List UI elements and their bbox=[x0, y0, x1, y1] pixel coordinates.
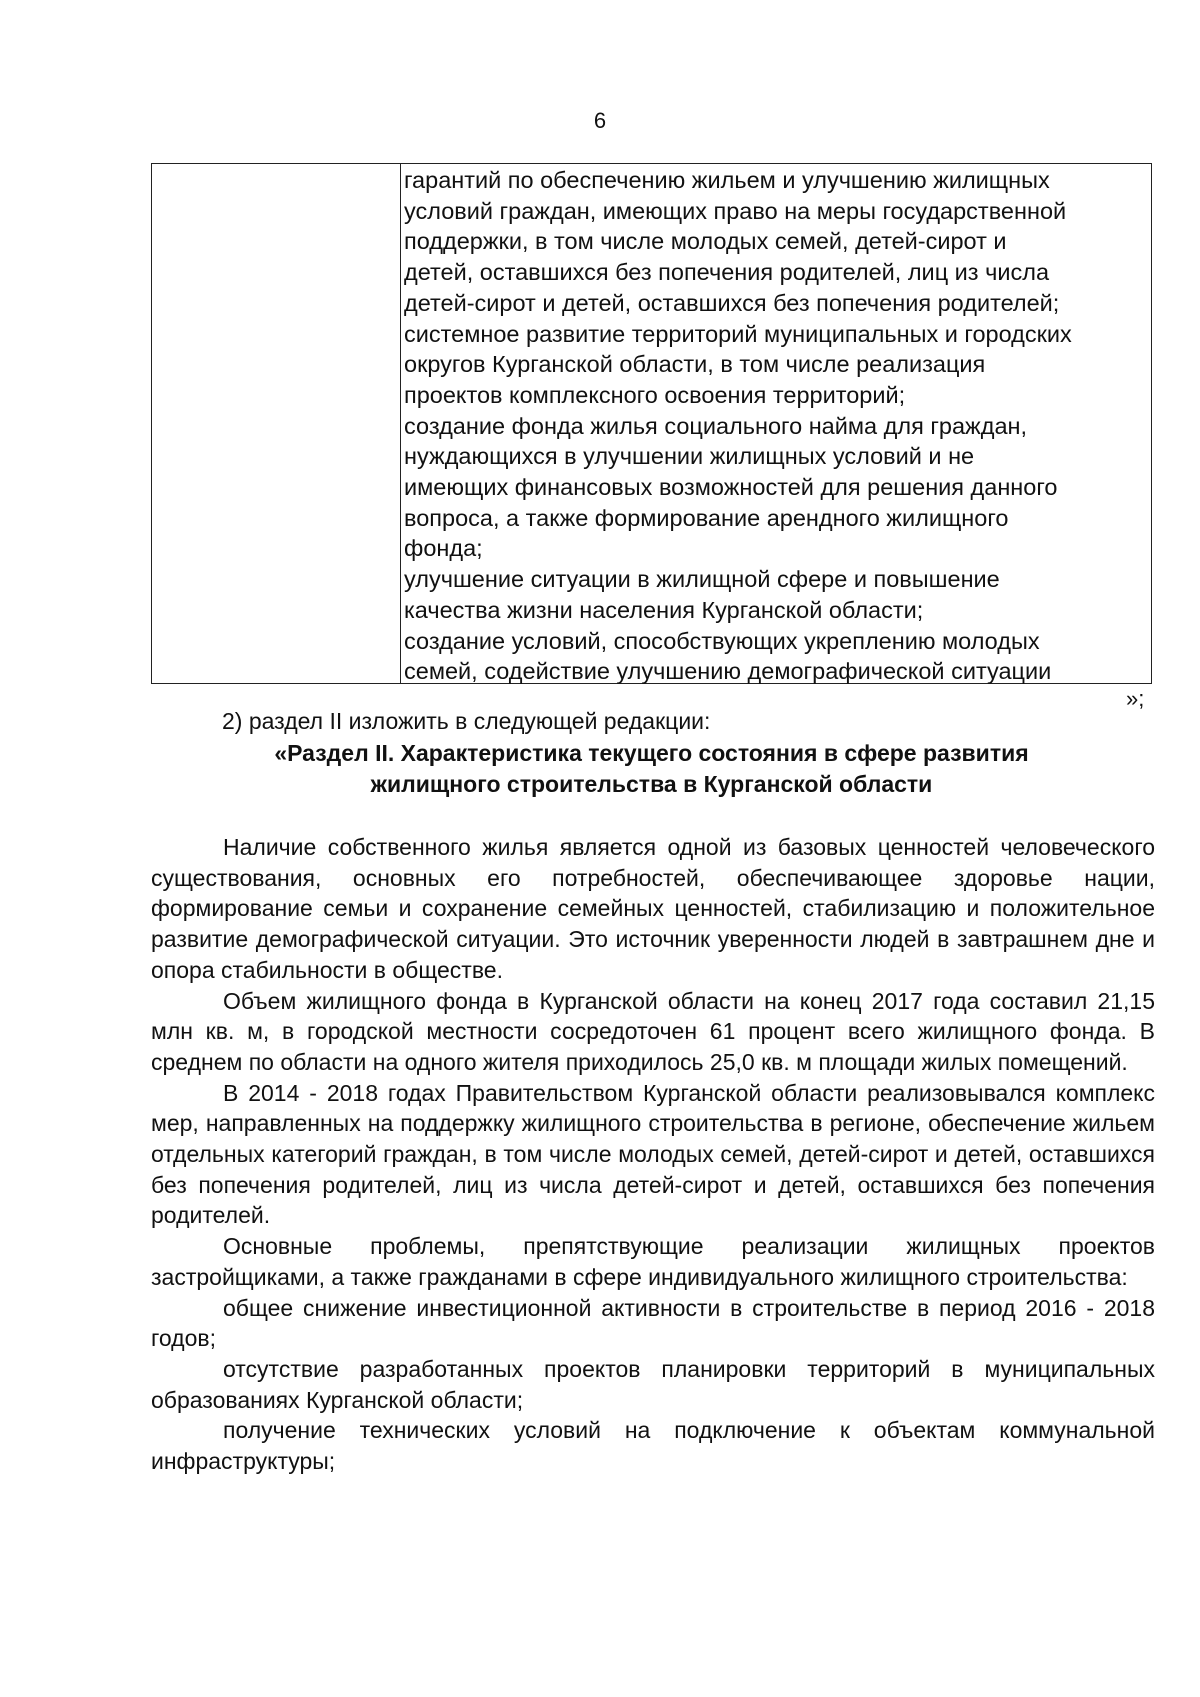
table-line: создание фонда жилья социального найма для граждан, bbox=[404, 412, 1028, 439]
closing-quote: »; bbox=[1126, 686, 1145, 711]
page-number: 6 bbox=[593, 108, 607, 133]
paragraph: получение технических условий на подключение к объектам коммунальной инфраструктуры; bbox=[151, 1417, 1155, 1475]
section-title-line: жилищного строительства в Курганской области bbox=[370, 771, 933, 797]
table-line: вопроса, а также формирование арендного жилищного bbox=[404, 504, 1009, 531]
paragraph: В 2014 - 2018 годах Правительством Курганской области реализовывался комплекс мер, направленных на поддержку жилищного строительства в регионе, обеспечение жильем отдельных категорий граждан, в том числе молодых семей, детей-сирот и детей, оставшихся без попечения родителей, лиц из числа детей-сирот и детей, оставшихся без попечения родителей. bbox=[151, 1079, 1155, 1229]
table-line: гарантий по обеспечению жильем и улучшению жилищных bbox=[404, 167, 1050, 193]
table-line: проектов комплексного освоения территорий; bbox=[404, 381, 906, 408]
table-line: создание условий, способствующих укреплению молодых bbox=[404, 627, 1040, 654]
table-line: семей, содействие улучшению демографической ситуации bbox=[404, 658, 1052, 685]
table-line: детей, оставшихся без попечения родителей, лиц из числа bbox=[404, 259, 1050, 286]
table-line: улучшение ситуации в жилищной сфере и повышение bbox=[404, 566, 1000, 593]
table-left-cell bbox=[152, 164, 401, 683]
section-title-line: «Раздел II. Характеристика текущего состояния в сфере развития bbox=[274, 740, 1029, 766]
table-line: поддержки, в том числе молодых семей, детей-сирот и bbox=[404, 228, 1007, 255]
paragraph: общее снижение инвестиционной активности в строительстве в период 2016 - 2018 годов; bbox=[151, 1294, 1155, 1352]
table-line: фонда; bbox=[404, 535, 483, 562]
table-line: округов Курганской области, в том числе реализация bbox=[404, 351, 986, 378]
goals-table bbox=[151, 163, 1152, 684]
table-line: нуждающихся в улучшении жилищных условий и не bbox=[404, 443, 975, 470]
paragraph: отсутствие разработанных проектов планировки территорий в муниципальных образованиях Курганской области; bbox=[151, 1355, 1155, 1413]
table-right-cell bbox=[401, 164, 1151, 683]
amendment-item-2: 2) раздел II изложить в следующей редакции: bbox=[222, 708, 711, 734]
table-line: качества жизни населения Курганской области; bbox=[404, 596, 924, 623]
table-line: системное развитие территорий муниципальных и городских bbox=[404, 320, 1072, 347]
document-body bbox=[151, 832, 1155, 1477]
table-line: имеющих финансовых возможностей для решения данного bbox=[404, 474, 1058, 501]
table-line: детей-сирот и детей, оставшихся без попечения родителей; bbox=[404, 289, 1060, 316]
section-title bbox=[151, 738, 1152, 800]
table-line: условий граждан, имеющих право на меры государственной bbox=[404, 197, 1067, 224]
paragraph: Основные проблемы, препятствующие реализации жилищных проектов застройщиками, а также гражданами в сфере индивидуального жилищного строительства: bbox=[151, 1233, 1155, 1290]
paragraph: Объем жилищного фонда в Курганской области на конец 2017 года составил 21,15 млн кв. м, в городской местности сосредоточен 61 процент всего жилищного фонда. В среднем по области на одного жителя приходилось 25,0 кв. м площади жилых помещений. bbox=[151, 987, 1155, 1075]
paragraph: Наличие собственного жилья является одной из базовых ценностей человеческого существования, основных его потребностей, обеспечивающее здоровье нации, формирование семьи и сохранение семейных ценностей, стабилизацию и положительное развитие демографической ситуации. Это источник уверенности людей в завтрашнем дне и опора стабильности в обществе. bbox=[151, 834, 1155, 983]
